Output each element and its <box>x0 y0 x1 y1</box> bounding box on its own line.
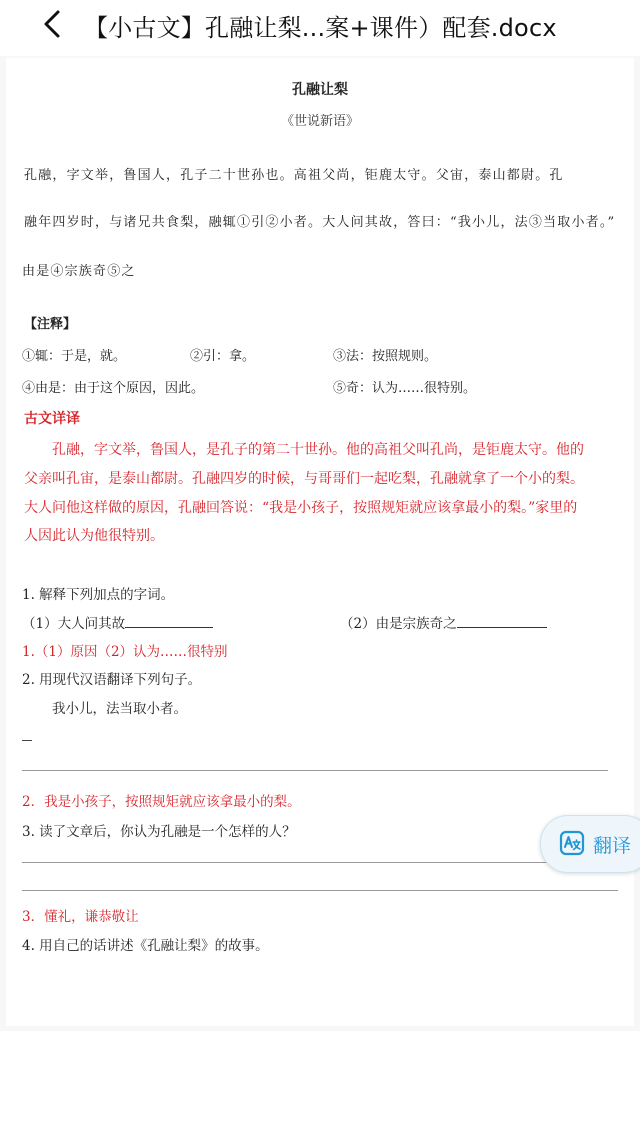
question-3: 3. 读了文章后，你认为孔融是一个怎样的人？ <box>22 824 296 840</box>
question-1b-text: （2）由是宗族奇之 <box>340 616 457 632</box>
answer-2: 2．我是小孩子，按照规矩就应该拿最小的梨。 <box>22 794 301 810</box>
question-2: 2. 用现代汉语翻译下列句子。 <box>22 672 202 688</box>
notes-heading: 【注释】 <box>24 317 77 332</box>
question-2-sentence: 我小儿，法当取小者。 <box>52 701 187 717</box>
translation-line: 人因此认为他很特别。 <box>24 528 164 544</box>
note-item: ③法：按照规则。 <box>333 349 438 364</box>
original-text-line: 融年四岁时，与诸兄共食梨，融辄①引②小者。大人问其故，答曰：“我小儿，法③当取小者。” <box>24 215 616 230</box>
original-text-line: 孔融，字文举，鲁国人，孔子二十世孙也。高祖父尚，钜鹿太守。父宙，泰山都尉。孔 <box>24 168 564 183</box>
note-item: ④由是：由于这个原因，因此。 <box>22 381 205 396</box>
chevron-left-icon <box>36 6 72 42</box>
answer-line <box>22 770 608 771</box>
question-1: 1. 解释下列加点的字词。 <box>22 587 175 603</box>
doc-title: 孔融让梨 <box>292 82 348 98</box>
question-1b <box>340 612 547 632</box>
translation-line: 孔融，字文举，鲁国人，是孔子的第二十世孙。他的高祖父叫孔尚，是钜鹿太守。他的 <box>52 442 584 458</box>
back-button[interactable] <box>36 6 72 42</box>
question-1a-text: （1）大人问其故 <box>22 616 126 632</box>
translation-line: 大人问他这样做的原因，孔融回答说：“我是小孩子，按照规矩就应该拿最小的梨。”家里的 <box>24 500 578 516</box>
answer-1: 1.（1）原因（2）认为……很特别 <box>22 644 228 660</box>
answer-blank <box>125 613 213 628</box>
answer-line <box>22 890 618 891</box>
translate-label: 翻译 <box>593 835 632 857</box>
note-item: ⑤奇：认为……很特别。 <box>333 381 477 396</box>
note-item: ②引：拿。 <box>190 349 256 364</box>
translation-line: 父亲叫孔宙，是泰山都尉。孔融四岁的时候，与哥哥们一起吃梨，孔融就拿了一个小的梨。 <box>24 471 584 487</box>
question-4: 4. 用自己的话讲述《孔融让梨》的故事。 <box>22 938 269 954</box>
doc-source: 《世说新语》 <box>280 114 359 129</box>
answer-line <box>22 862 552 863</box>
translate-button[interactable] <box>540 815 640 873</box>
translate-icon <box>559 830 585 856</box>
note-item: ①辄：于是，就。 <box>22 349 127 364</box>
answer-line-mark <box>22 740 32 741</box>
answer-blank <box>457 613 547 628</box>
document-filename: 【小古文】孔融让梨...案+课件）配套.docx <box>84 14 557 42</box>
question-1a <box>22 612 213 632</box>
translation-heading: 古文详译 <box>24 411 80 427</box>
original-text-line: 由是④宗族奇⑤之 <box>22 264 136 279</box>
top-bar <box>0 0 640 52</box>
answer-3: 3．懂礼，谦恭敬让 <box>22 909 139 925</box>
